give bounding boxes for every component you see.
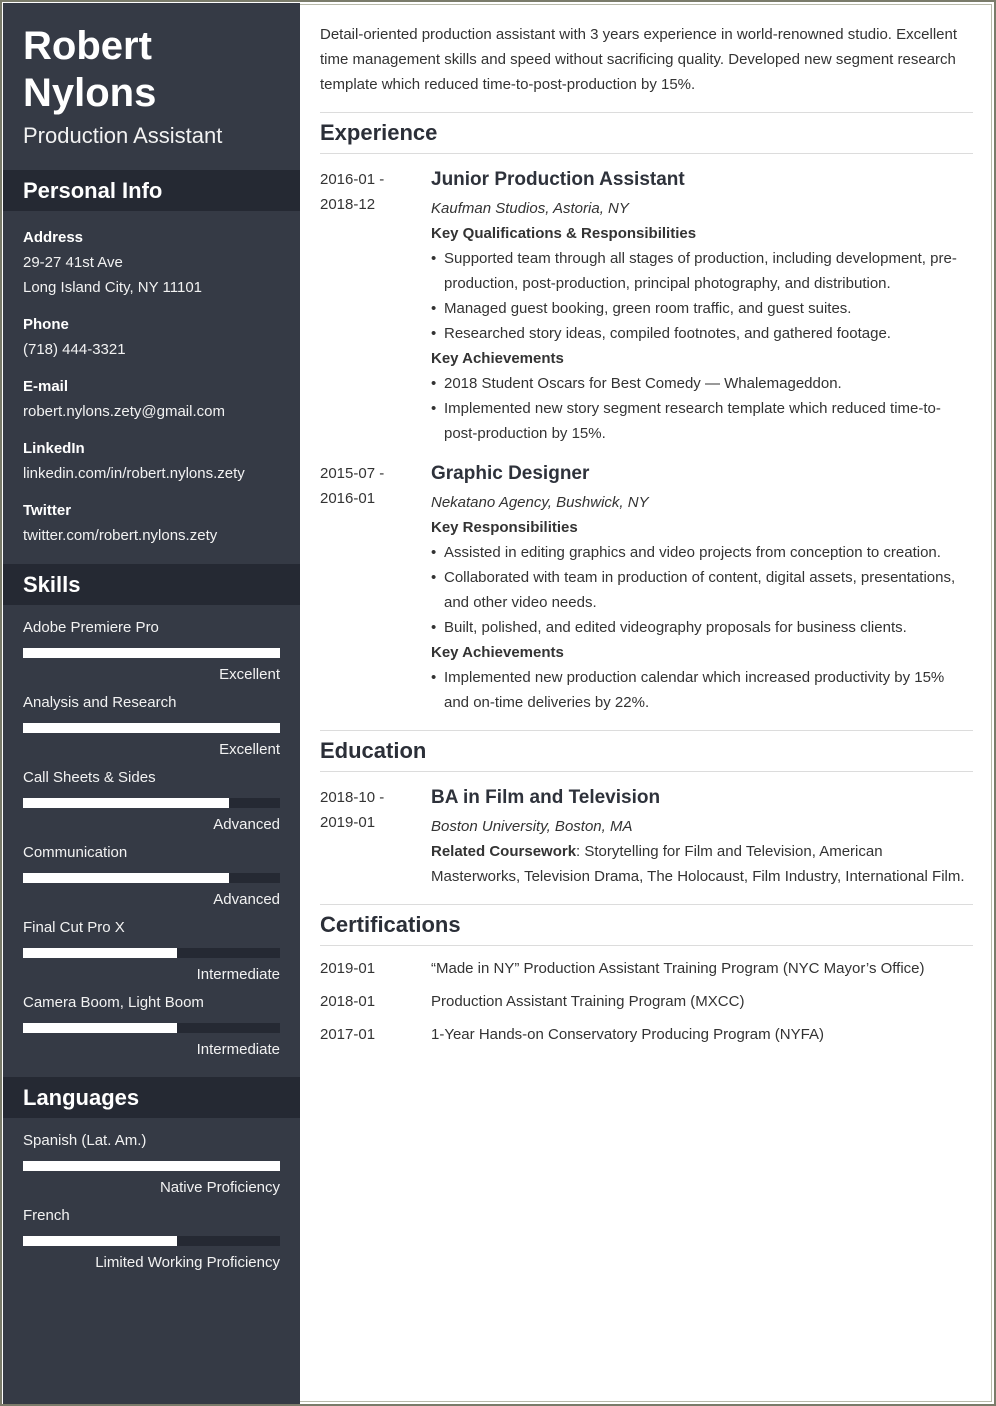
info-value: Long Island City, NY 11101 [23,279,203,296]
entry-org: Nekatano Agency, Bushwick, NY [431,494,649,511]
bullet-item: • Implemented new production calendar which increased productivity by 15% and on-time deliveries by 22%. [431,665,973,715]
entry-org: Boston University, Boston, MA [431,818,633,835]
certifications-heading: Certifications [320,912,461,937]
date-end: 2018-12 [320,196,376,213]
language-level: Limited Working Proficiency [95,1254,280,1271]
bullet-icon: • [431,669,437,686]
skill-bar-fill [23,798,229,808]
skill-name: Camera Boom, Light Boom [23,994,204,1011]
skill-name: Adobe Premiere Pro [23,619,159,636]
entry-dates [320,785,431,889]
skill-name: Final Cut Pro X [23,919,125,936]
info-label: Phone [23,316,69,333]
certifications-list [320,946,973,1047]
bullet-icon: • [431,325,437,342]
bullet-icon: • [431,619,437,636]
info-phone [3,312,300,362]
entry-dates [320,167,431,446]
date-end: 2016-01 [320,490,376,507]
bullet-list [431,665,973,715]
skill-bar [23,798,280,808]
languages-list [3,1118,300,1274]
first-name: Robert [23,24,152,68]
bullet-list [431,246,973,346]
entry-body [431,167,973,446]
skills-heading: Skills [3,564,300,605]
candidate-name [3,3,300,117]
info-label: E-mail [23,378,69,395]
summary: Detail-oriented production assistant with 3 years experience in world-renowned studio. Excellent time management skills and speed without sacrificing quality. Developed new segment research template which reduced time-to-post-production by 15%. [320,26,958,93]
skill-bar-fill [23,1023,177,1033]
entry-role: Junior Production Assistant [431,169,685,190]
date-start: 2015-07 - [320,465,385,482]
experience-entry [320,461,973,715]
language-bar [23,1161,280,1171]
entry-body [431,785,973,889]
skill-name: Analysis and Research [23,694,177,711]
divider [320,153,973,154]
info-label: Address [23,229,84,246]
experience-entry [320,167,973,446]
bullet-icon: • [431,375,437,392]
info-label: LinkedIn [23,440,85,457]
language-item [23,1205,280,1274]
skill-item [23,842,280,911]
education-heading: Education [320,738,427,763]
cert-name: 1-Year Hands-on Conservatory Producing Program (NYFA) [431,1026,824,1043]
entry-subhead: Key Achievements [431,350,564,367]
skill-item [23,767,280,836]
personal-info-list [3,211,300,548]
info-value: (718) 444-3321 [23,341,126,358]
date-start: 2018-10 - [320,789,385,806]
divider [320,771,973,772]
bullet-icon: • [431,544,437,561]
skill-bar-fill [23,873,229,883]
cert-date: 2017-01 [320,1026,376,1043]
bullet-item: • Built, polished, and edited videography proposals for business clients. [431,615,973,640]
bullet-list [431,540,973,640]
language-bar-fill [23,1236,177,1246]
language-bar [23,1236,280,1246]
skill-bar-fill [23,723,280,733]
skill-bar [23,648,280,658]
skill-bar [23,948,280,958]
cert-date: 2019-01 [320,960,376,977]
info-twitter [3,498,300,548]
main-content [320,22,973,1047]
info-email [3,374,300,424]
bullet-item: • Collaborated with team in production of content, digital assets, presentations, and other video needs. [431,565,973,615]
certification-item [320,989,973,1014]
personal-info-heading: Personal Info [3,170,300,211]
info-value: twitter.com/robert.nylons.zety [23,527,218,544]
skill-name: Call Sheets & Sides [23,769,156,786]
skill-level: Excellent [219,666,280,683]
skill-item [23,917,280,986]
bullet-icon: • [431,569,437,586]
bullet-list [431,371,973,446]
info-value: 29-27 41st Ave [23,254,123,271]
skill-item [23,992,280,1061]
skill-bar [23,1023,280,1033]
skill-bar-fill [23,948,177,958]
last-name: Nylons [23,71,157,115]
bullet-icon: • [431,250,437,267]
bullet-item: • 2018 Student Oscars for Best Comedy — Whalemageddon. [431,371,973,396]
language-level: Native Proficiency [159,1179,280,1196]
coursework-text: : Storytelling for Film and Television, American Masterworks, Television Drama, The Holocaust, Film Industry, International Film. [431,843,965,885]
job-title: Production Assistant [23,123,223,148]
sidebar [3,3,300,1404]
skill-bar [23,873,280,883]
info-label: Twitter [23,502,72,519]
entry-body [431,461,973,715]
skill-level: Advanced [213,816,280,833]
language-bar-fill [23,1161,280,1171]
date-start: 2016-01 - [320,171,385,188]
skill-level: Advanced [213,891,280,908]
cert-name: Production Assistant Training Program (MXCC) [431,993,745,1010]
experience-heading: Experience [320,120,438,145]
info-address [3,225,300,300]
bullet-item: • Supported team through all stages of production, including development, pre-production, post-production, principal photography, and distribution. [431,246,973,296]
info-value: linkedin.com/in/robert.nylons.zety [23,465,245,482]
cert-date: 2018-01 [320,993,376,1010]
skill-level: Intermediate [196,966,280,983]
languages-heading: Languages [3,1077,300,1118]
skill-item [23,617,280,686]
bullet-item: • Implemented new story segment research template which reduced time-to-post-production by 15%. [431,396,973,446]
skill-item [23,692,280,761]
bullet-item: • Researched story ideas, compiled footnotes, and gathered footage. [431,321,973,346]
coursework-label: Related Coursework [431,843,577,860]
language-name: Spanish (Lat. Am.) [23,1132,147,1149]
skill-bar-fill [23,648,280,658]
entry-degree: BA in Film and Television [431,787,661,808]
language-name: French [23,1207,70,1224]
entry-subhead: Key Achievements [431,644,564,661]
skill-level: Excellent [219,741,280,758]
entry-dates [320,461,431,715]
bullet-icon: • [431,300,437,317]
certification-item [320,1022,973,1047]
bullet-icon: • [431,400,437,417]
entry-subhead: Key Qualifications & Responsibilities [431,225,697,242]
skill-level: Intermediate [196,1041,280,1058]
entry-org: Kaufman Studios, Astoria, NY [431,200,629,217]
bullet-item: • Assisted in editing graphics and video projects from conception to creation. [431,540,973,565]
skills-list [3,605,300,1061]
certification-item [320,956,973,981]
entry-role: Graphic Designer [431,463,590,484]
coursework [431,839,973,889]
education-entry [320,785,973,889]
entry-subhead: Key Responsibilities [431,519,578,536]
info-linkedin [3,436,300,486]
skill-name: Communication [23,844,128,861]
skill-bar [23,723,280,733]
date-end: 2019-01 [320,814,376,831]
cert-name: “Made in NY” Production Assistant Training Program (NYC Mayor’s Office) [431,960,925,977]
language-item [23,1130,280,1199]
info-value: robert.nylons.zety@gmail.com [23,403,225,420]
bullet-item: • Managed guest booking, green room traffic, and guest suites. [431,296,973,321]
